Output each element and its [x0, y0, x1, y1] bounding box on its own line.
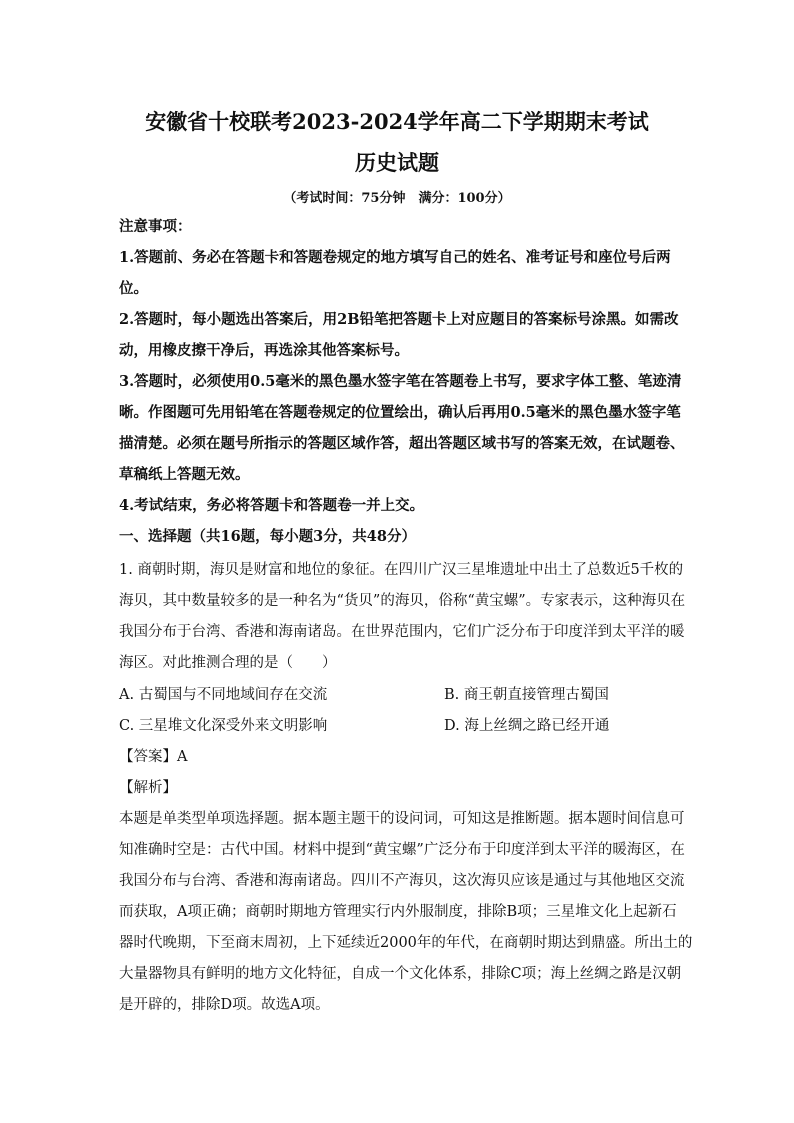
notes-heading: 注意事项：: [119, 218, 192, 235]
analysis-line: 我国分布与台湾、香港和海南诸岛。四川不产海贝，这次海贝应该是通过与其他地区交流: [119, 873, 685, 889]
section-heading: 一、选择题（共16题，每小题3分，共48分）: [119, 528, 416, 545]
answer-label: 【答案】A: [119, 749, 188, 765]
option-b: B. 商王朝直接管理古蜀国: [444, 687, 609, 703]
notes-line: 1.答题前、务必在答题卡和答题卷规定的地方填写自己的姓名、准考证号和座位号后两: [119, 249, 671, 266]
question-stem-line: 海贝，其中数量较多的是一种名为“货贝”的海贝，俗称“黄宝螺”。专家表示，这种海贝在: [119, 593, 686, 609]
option-d: D. 海上丝绸之路已经开通: [444, 718, 610, 734]
exam-title: 安徽省十校联考2023-2024学年高二下学期期末考试: [145, 109, 649, 134]
analysis-line: 知准确时空是：古代中国。材料中提到“黄宝螺”广泛分布于印度洋到太平洋的暖海区，在: [119, 842, 685, 858]
notes-line: 晰。作图题可先用铅笔在答题卷规定的位置绘出，确认后再用0.5毫米的黑色墨水签字笔: [119, 404, 681, 421]
question-stem-line: 海区。对此推测合理的是（ ）: [119, 655, 337, 671]
notes-line: 草稿纸上答题无效。: [119, 466, 250, 483]
notes-line: 2.答题时，每小题选出答案后，用2B铅笔把答题卡上对应题目的答案标号涂黑。如需改: [119, 311, 679, 328]
analysis-line: 大量器物具有鲜明的地方文化特征，自成一个文化体系，排除C项；海上丝绸之路是汉朝: [119, 966, 682, 982]
notes-line: 位。: [119, 280, 148, 297]
notes-line: 3.答题时，必须使用0.5毫米的黑色墨水签字笔在答题卷上书写，要求字体工整、笔迹清: [119, 373, 682, 390]
option-a: A. 古蜀国与不同地域间存在交流: [119, 687, 328, 703]
subject-title: 历史试题: [355, 150, 439, 175]
analysis-line: 是开辟的，排除D项。故选A项。: [119, 997, 330, 1013]
notes-line: 4.考试结束，务必将答题卡和答题卷一并上交。: [119, 497, 425, 514]
exam-info: （考试时间：75分钟 满分：100分）: [283, 191, 511, 206]
analysis-line: 本题是单类型单项选择题。据本题主题干的设问词，可知这是推断题。据本题时间信息可: [119, 811, 685, 827]
option-c: C. 三星堆文化深受外来文明影响: [119, 718, 328, 734]
notes-line: 描清楚。必须在题号所指示的答题区域作答，超出答题区域书写的答案无效，在试题卷、: [119, 435, 685, 452]
question-stem-line: 我国分布于台湾、香港和海南诸岛。在世界范围内，它们广泛分布于印度洋到太平洋的暖: [119, 624, 685, 640]
notes-line: 动，用橡皮擦干净后，再选涂其他答案标号。: [119, 342, 409, 359]
analysis-heading: 【解析】: [119, 780, 177, 796]
question-stem-line: 1. 商朝时期，海贝是财富和地位的象征。在四川广汉三星堆遗址中出土了总数近5千枚的: [119, 562, 684, 578]
analysis-line: 器时代晚期，下至商末周初，上下延续近2000年的年代，在商朝时期达到鼎盛。所出土的: [119, 935, 693, 951]
analysis-line: 而获取，A项正确；商朝时期地方管理实行内外服制度，排除B项；三星堆文化上起新石: [119, 904, 677, 920]
